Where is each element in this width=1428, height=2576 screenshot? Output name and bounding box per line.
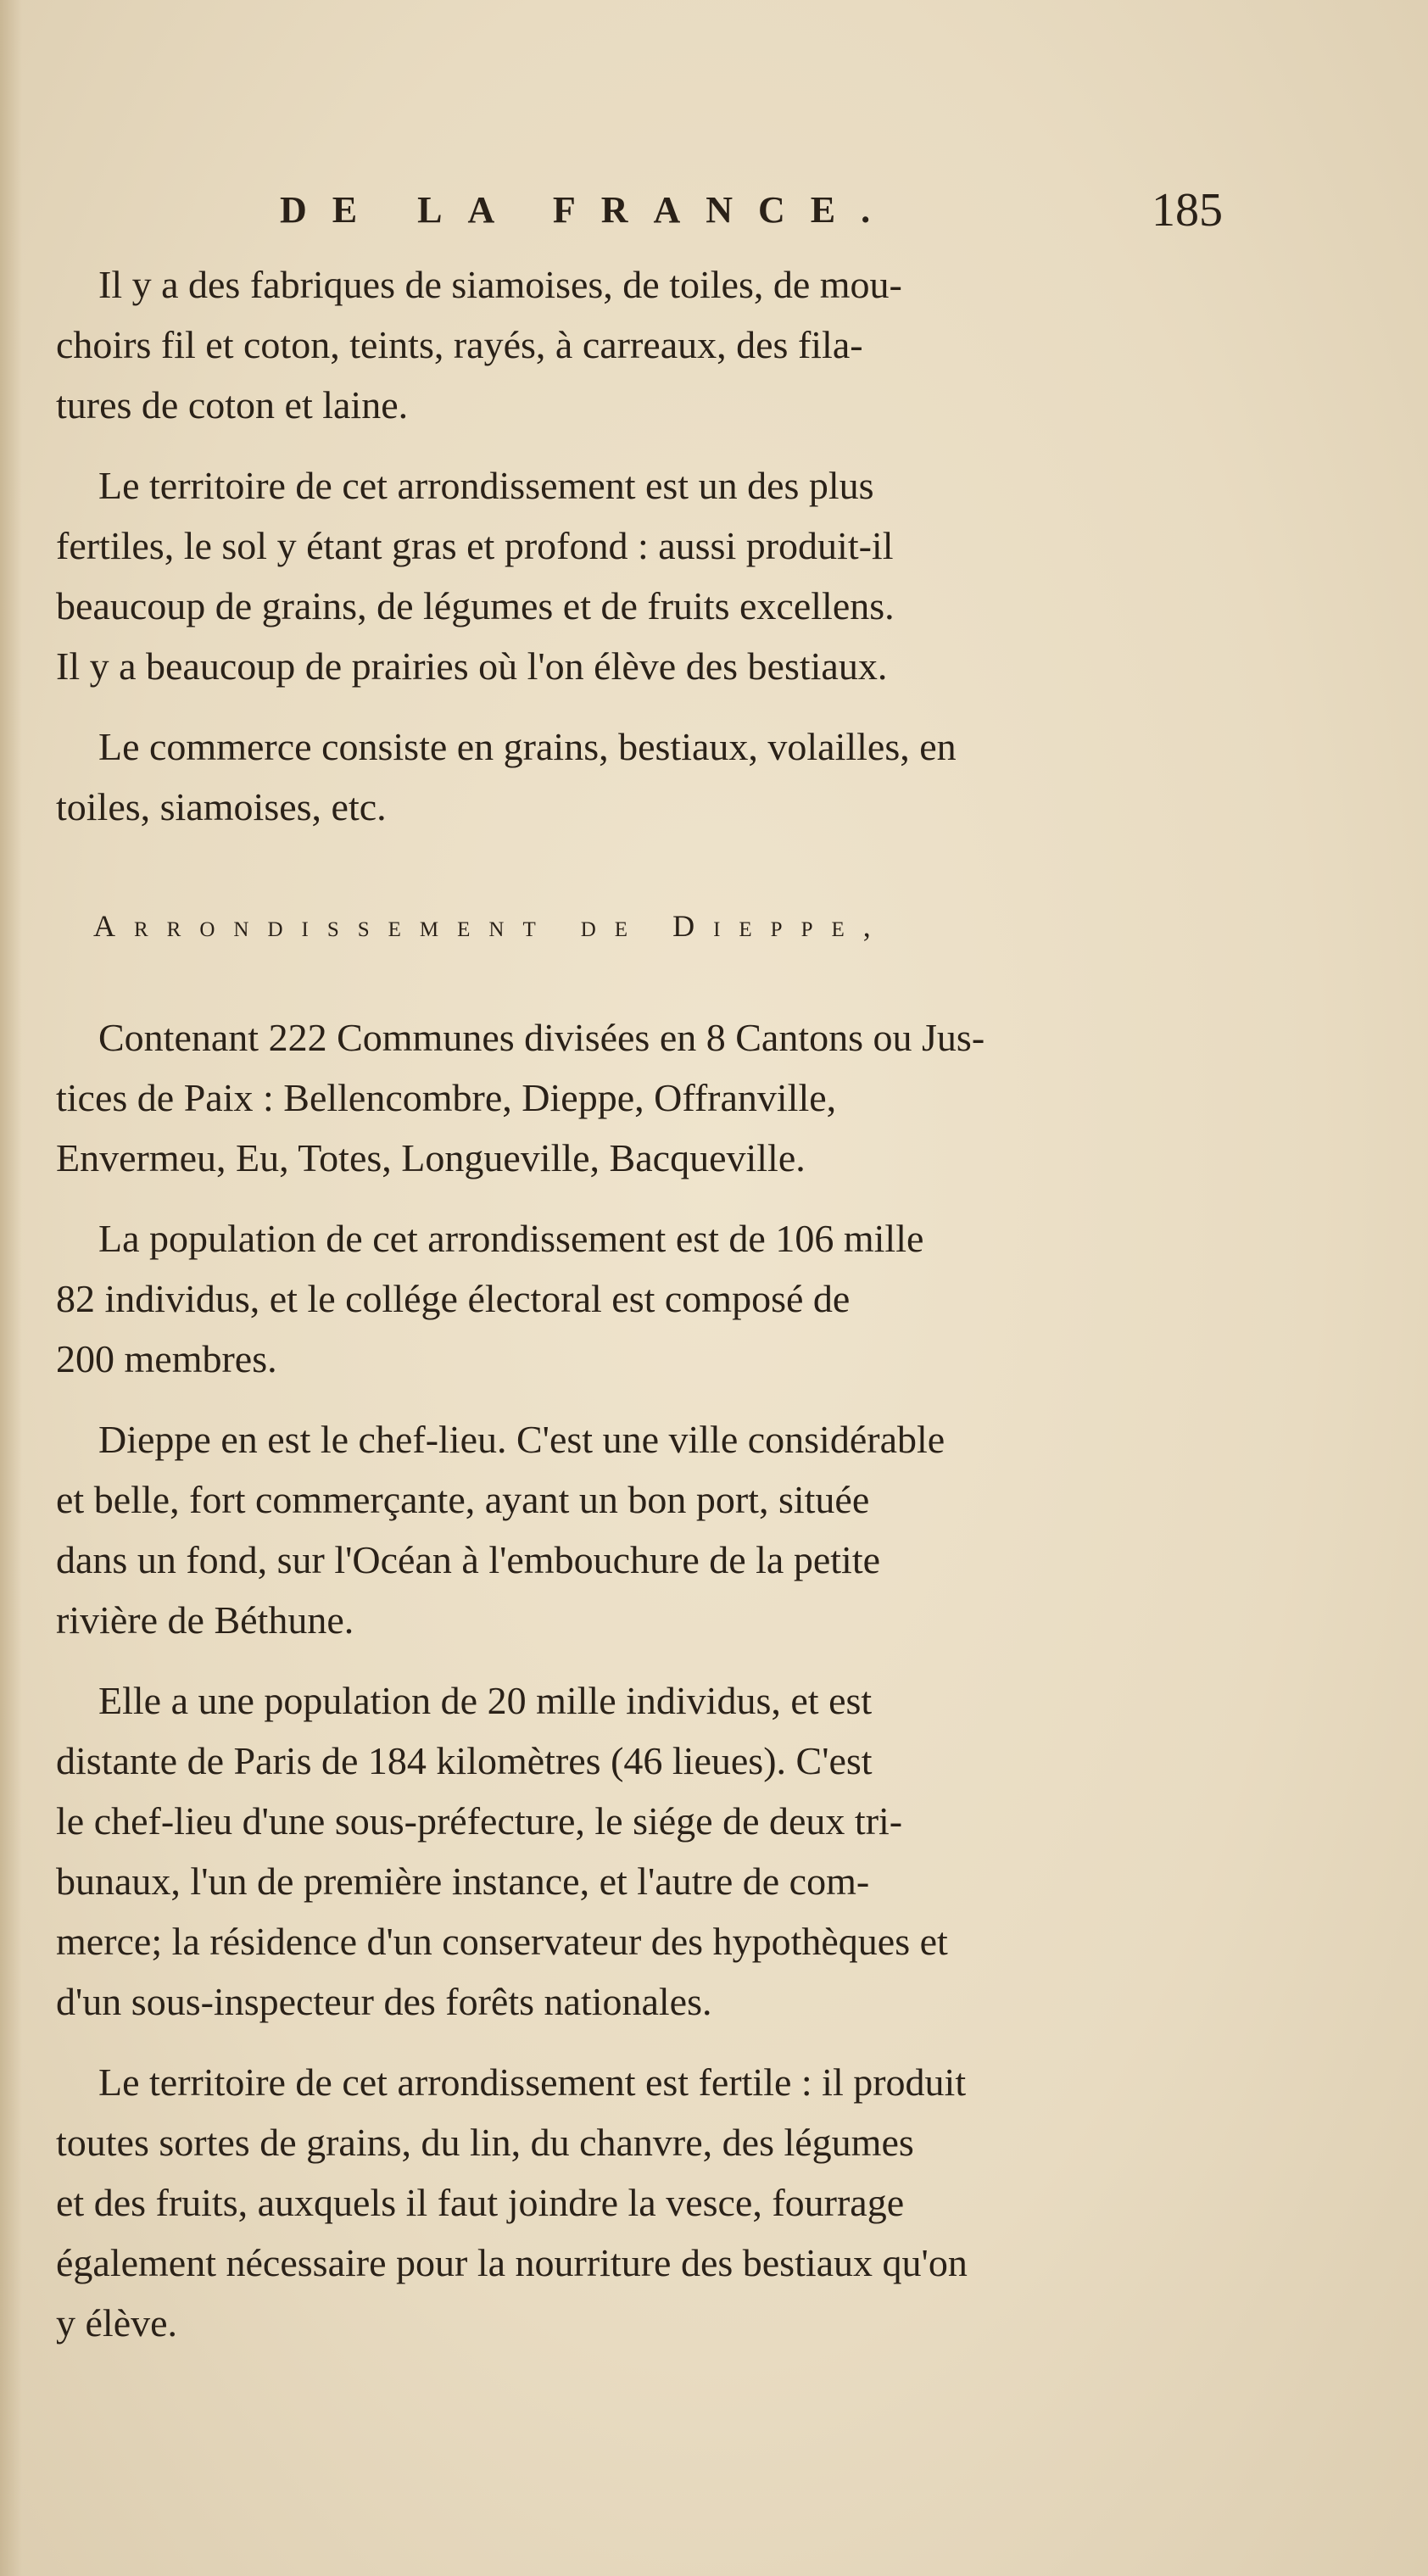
text-line: le chef-lieu d'une sous-préfecture, le siége de deux tri- — [56, 1799, 903, 1843]
text-line: choirs fil et coton, teints, rayés, à carreaux, des fila- — [56, 323, 863, 366]
text-line: Le territoire de cet arrondissement est fertile : il produit — [98, 2060, 967, 2104]
page-header — [280, 184, 1223, 256]
paragraph — [56, 2052, 1150, 2353]
paragraph — [56, 716, 1150, 837]
text-line: 200 membres. — [56, 1337, 277, 1380]
paragraph — [56, 1670, 1150, 2032]
paragraph — [56, 455, 1150, 696]
text-line: beaucoup de grains, de légumes et de fruits excellens. — [56, 584, 895, 627]
paragraph-gap — [56, 2032, 1150, 2052]
text-line: Dieppe en est le chef-lieu. C'est une ville considérable — [98, 1418, 945, 1461]
text-line: et belle, fort commerçante, ayant un bon port, située — [56, 1478, 870, 1521]
text-line: tices de Paix : Bellencombre, Dieppe, Offranville, — [56, 1076, 837, 1119]
text-line: La population de cet arrondissement est de 106 mille — [98, 1217, 924, 1260]
text-line: merce; la résidence d'un conservateur des hypothèques et — [56, 1920, 948, 1963]
paragraph — [56, 1007, 1150, 1188]
text-line: tures de coton et laine. — [56, 383, 409, 427]
text-line: toutes sortes de grains, du lin, du chanvre, des légumes — [56, 2121, 914, 2164]
text-line: y élève. — [56, 2301, 178, 2345]
paragraph-gap — [56, 1188, 1150, 1208]
paragraph-gap — [56, 1650, 1150, 1670]
text-line: rivière de Béthune. — [56, 1598, 354, 1642]
page-gutter-shadow — [0, 0, 22, 2576]
paragraph — [56, 1409, 1150, 1650]
text-line: d'un sous-inspecteur des forêts nationales. — [56, 1980, 712, 2023]
bottom-paragraphs — [56, 1007, 1150, 2353]
paragraph-gap — [56, 696, 1150, 716]
text-line: Il y a des fabriques de siamoises, de toiles, de mou- — [98, 263, 902, 306]
running-title: DE LA FRANCE. — [280, 189, 896, 231]
top-paragraphs — [56, 254, 1150, 837]
text-line: Le commerce consiste en grains, bestiaux, volailles, en — [98, 725, 957, 768]
text-line: Elle a une population de 20 mille individus, et est — [98, 1679, 873, 1722]
text-line: distante de Paris de 184 kilomètres (46 lieues). C'est — [56, 1739, 873, 1782]
section-heading: Arrondissement de Dieppe, — [93, 909, 890, 943]
text-line: Le territoire de cet arrondissement est un des plus — [98, 464, 874, 507]
paragraph-gap — [56, 435, 1150, 455]
text-line: bunaux, l'un de première instance, et l'autre de com- — [56, 1860, 870, 1903]
page-number: 185 — [1152, 184, 1223, 237]
text-line: également nécessaire pour la nourriture des bestiaux qu'on — [56, 2241, 968, 2284]
text-line: toiles, siamoises, etc. — [56, 785, 387, 828]
text-line: Il y a beaucoup de prairies où l'on élève des bestiaux. — [56, 644, 888, 688]
paragraph-gap — [56, 1389, 1150, 1409]
text-line: fertiles, le sol y étant gras et profond : aussi produit-il — [56, 524, 894, 567]
text-line: et des fruits, auxquels il faut joindre la vesce, fourrage — [56, 2181, 905, 2224]
page-body — [56, 254, 1150, 2353]
text-line: Envermeu, Eu, Totes, Longueville, Bacqueville. — [56, 1136, 806, 1179]
text-line: dans un fond, sur l'Océan à l'embouchure de la petite — [56, 1538, 881, 1581]
paragraph — [56, 254, 1150, 435]
text-line: 82 individus, et le collége électoral est composé de — [56, 1277, 851, 1320]
text-line: Contenant 222 Communes divisées en 8 Cantons ou Jus- — [98, 1016, 985, 1059]
paragraph — [56, 1208, 1150, 1389]
